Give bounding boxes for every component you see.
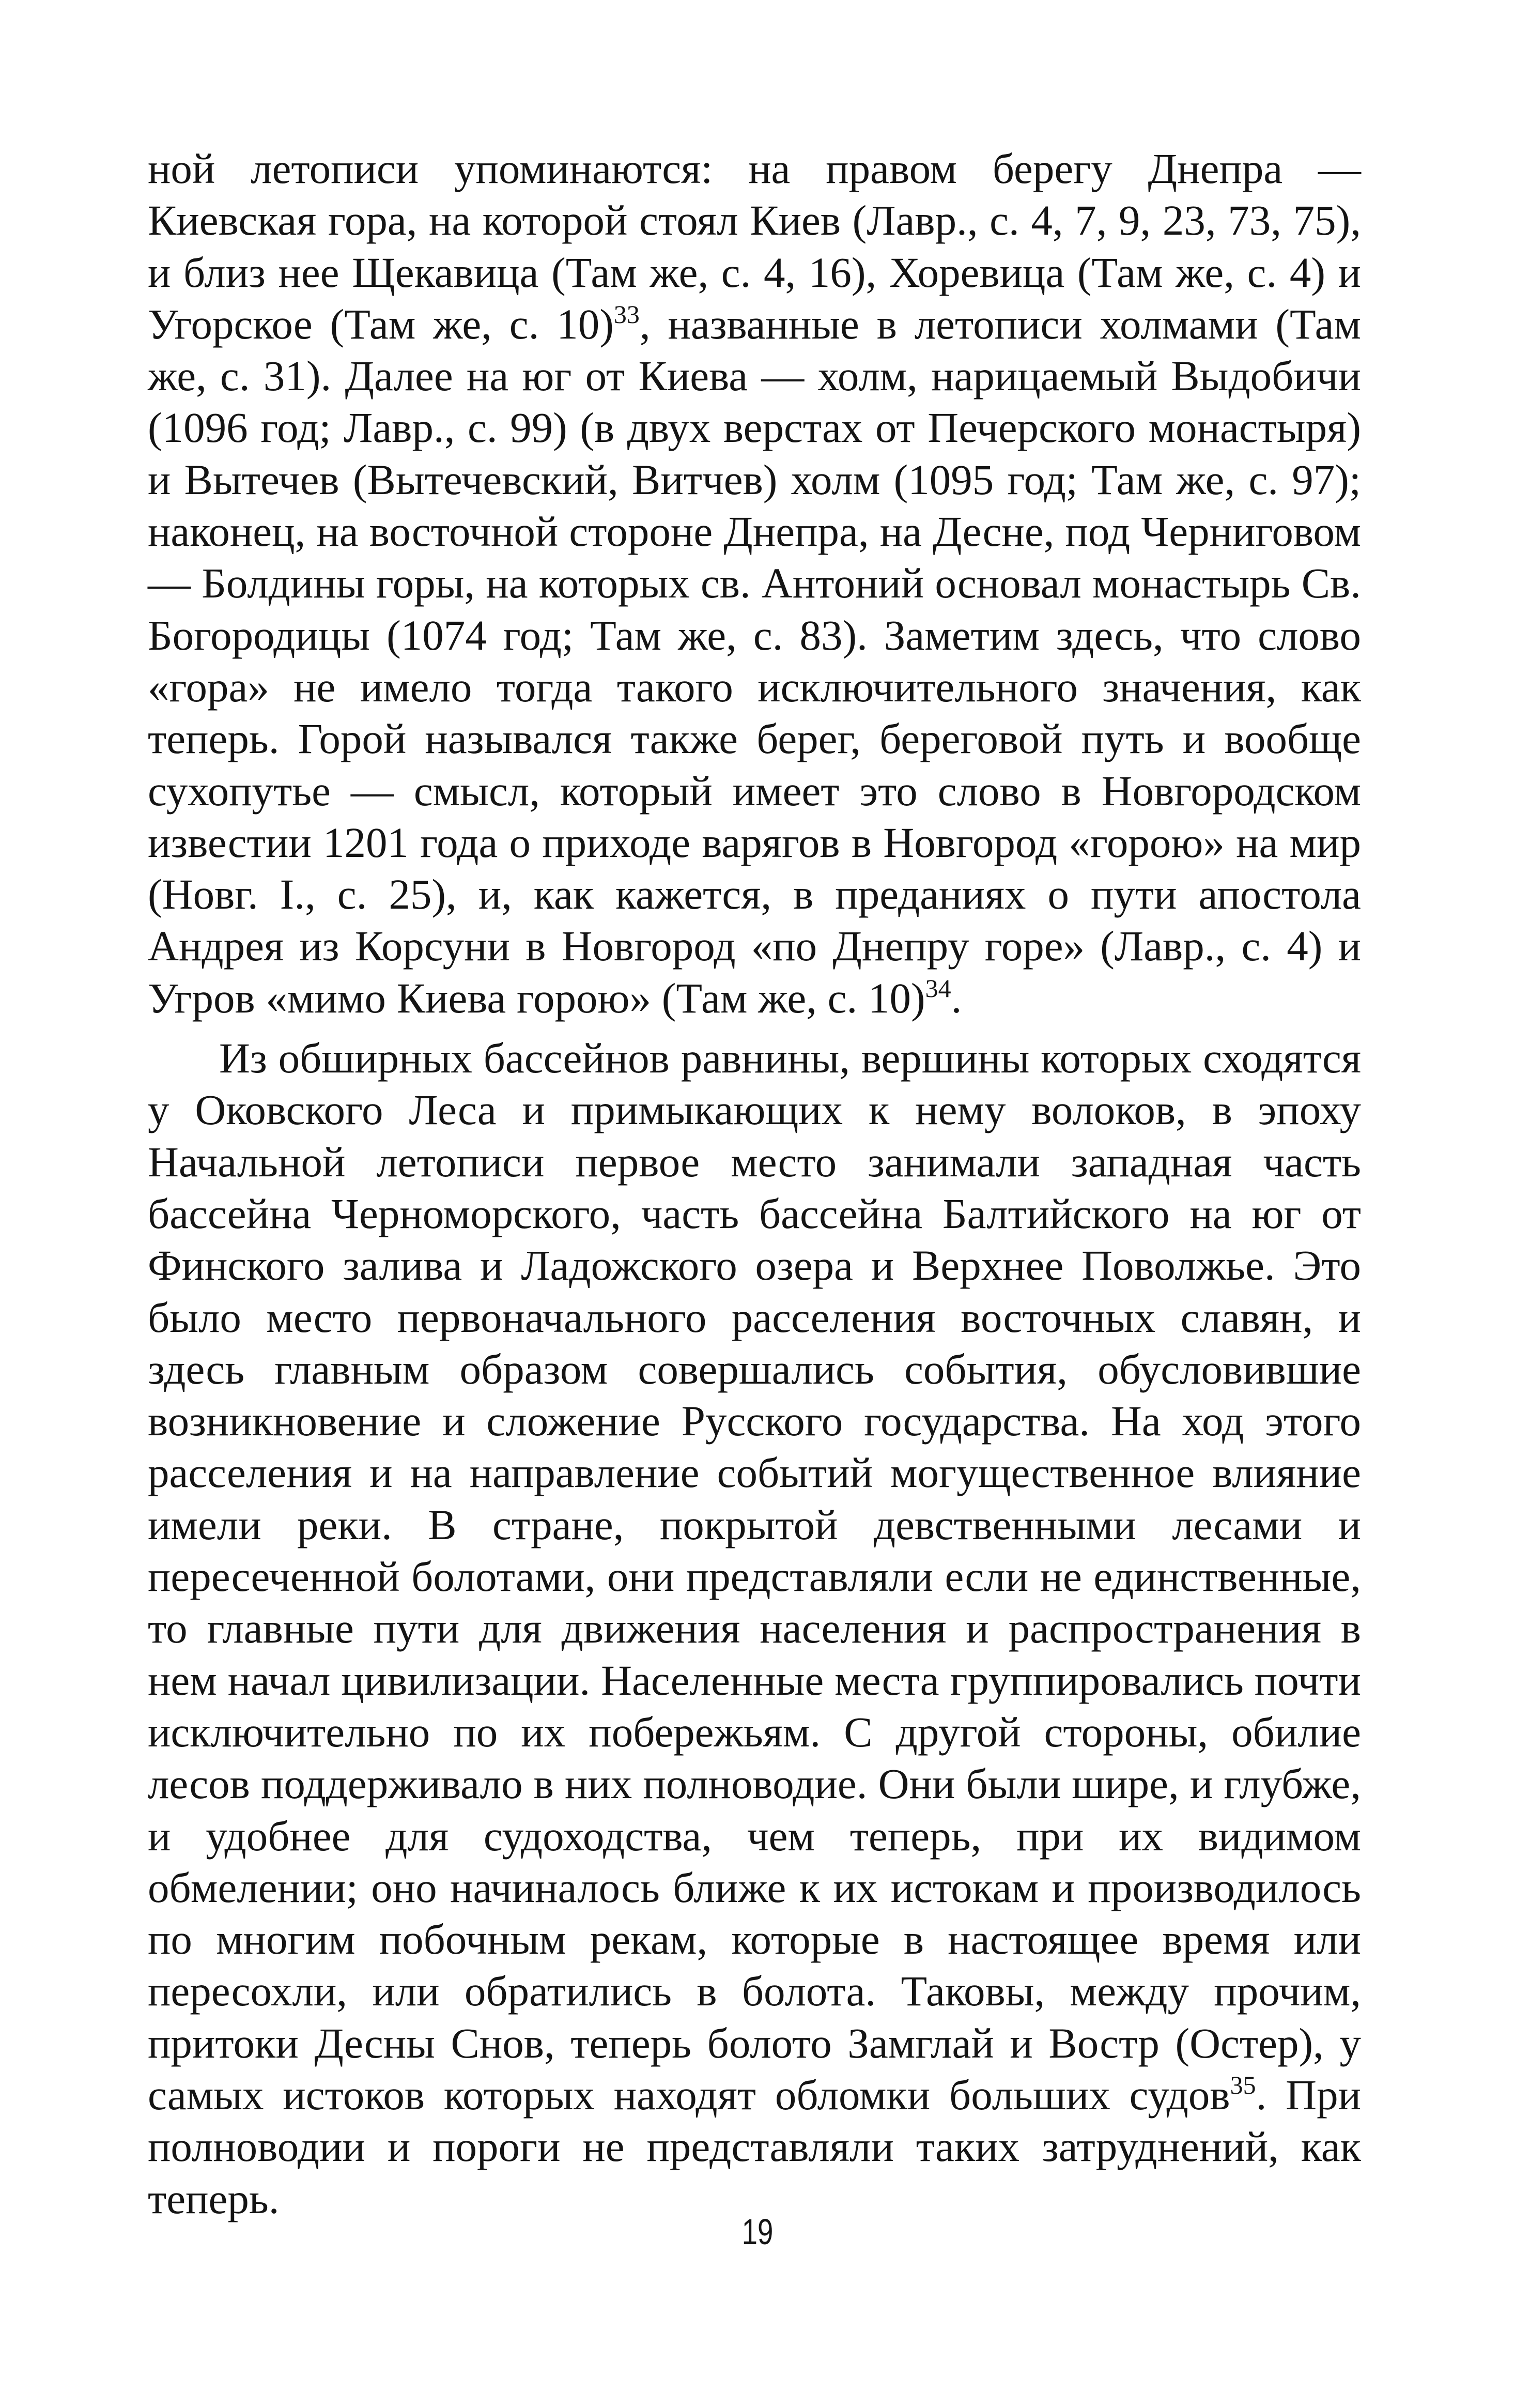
paragraph-text: , названные в летописи холмами (Там же, с. 31). Далее на юг от Киева — холм, нарицаемый Выдобичи (1096 год; Лавр., с. 99) (в двух верстах от Печерского монастыря) и Вытечев (Вытечевский, Витчев) холм (1095 год; Там же, с. 97); наконец, на восточной стороне Днепра, на Десне, под Черниговом — Болдины горы, на которых св. Антоний основал монастырь Св. Богородицы (1074 год; Там же, с. 83). Заметим здесь, что слово «гора» не имело тогда такого исключительного значения, как теперь. Горой назывался также берег, береговой путь и вообще сухопутье — смысл, который имеет это слово в Новгородском известии 1201 года о приходе варягов в Новгород «горою» на мир (Новг. I., с. 25), и, как кажется, в преданиях о пути апостола Андрея из Корсуни в Новгород «по Днепру горе» (Лавр., с. 4) и Угров «мимо Киева горою» (Там же, с. 10) [148,300,1361,1022]
footnote-marker: 34 [925,973,951,1003]
paragraph-1 [148,143,1361,1024]
paragraph-text: ной летописи упоминаются: на правом берегу Днепра — Киевская гора, на которой стоял Киев (Лавр., с. 4, 7, 9, 23, 73, 75), и близ нее Щекавица (Там же, с. 4, 16), Хоревица (Там же, с. 4) и Угорское (Там же, с. 10) [148,145,1361,348]
body-text [148,143,1361,2225]
paragraph-text: . [951,974,962,1022]
paragraph-2 [148,1032,1361,2225]
paragraph-text: Из обширных бассейнов равнины, вершины которых сходятся у Оковского Леса и примыкающих к нему волоков, в эпоху Начальной летописи первое место занимали западная часть бассейна Черноморского, часть бассейна Балтийского на юг от Финского залива и Ладожского озера и Верхнее Поволжье. Это было место первоначального расселения восточных славян, и здесь главным образом совершались события, обусловившие возникновение и сложение Русского государства. На ход этого расселения и на направление событий могущественное влияние имели реки. В стране, покрытой девственными лесами и пересеченной болотами, они представляли если не единственные, то главные пути для движения населения и распространения в нем начал цивилизации. Населенные места группировались почти исключительно по их побережьям. С другой стороны, обилие лесов поддерживало в них полноводие. Они были шире, и глубже, и удобнее для судоходства, чем теперь, при их видимом обмелении; оно начиналось ближе к их истокам и производилось по многим побочным рекам, которые в настоящее время или пересохли, или обратились в болота. Таковы, между прочим, притоки Десны Снов, теперь болото Замглай и Востр (Остер), у самых истоков которых находят обломки больших судов [148,1034,1361,2119]
paragraph-text: . При полноводии и пороги не представляли таких затруднений, как теперь. [148,2070,1362,2222]
footnote-marker: 35 [1230,2070,1256,2099]
page-number: 19 [741,2212,774,2252]
footnote-marker: 33 [613,299,640,329]
